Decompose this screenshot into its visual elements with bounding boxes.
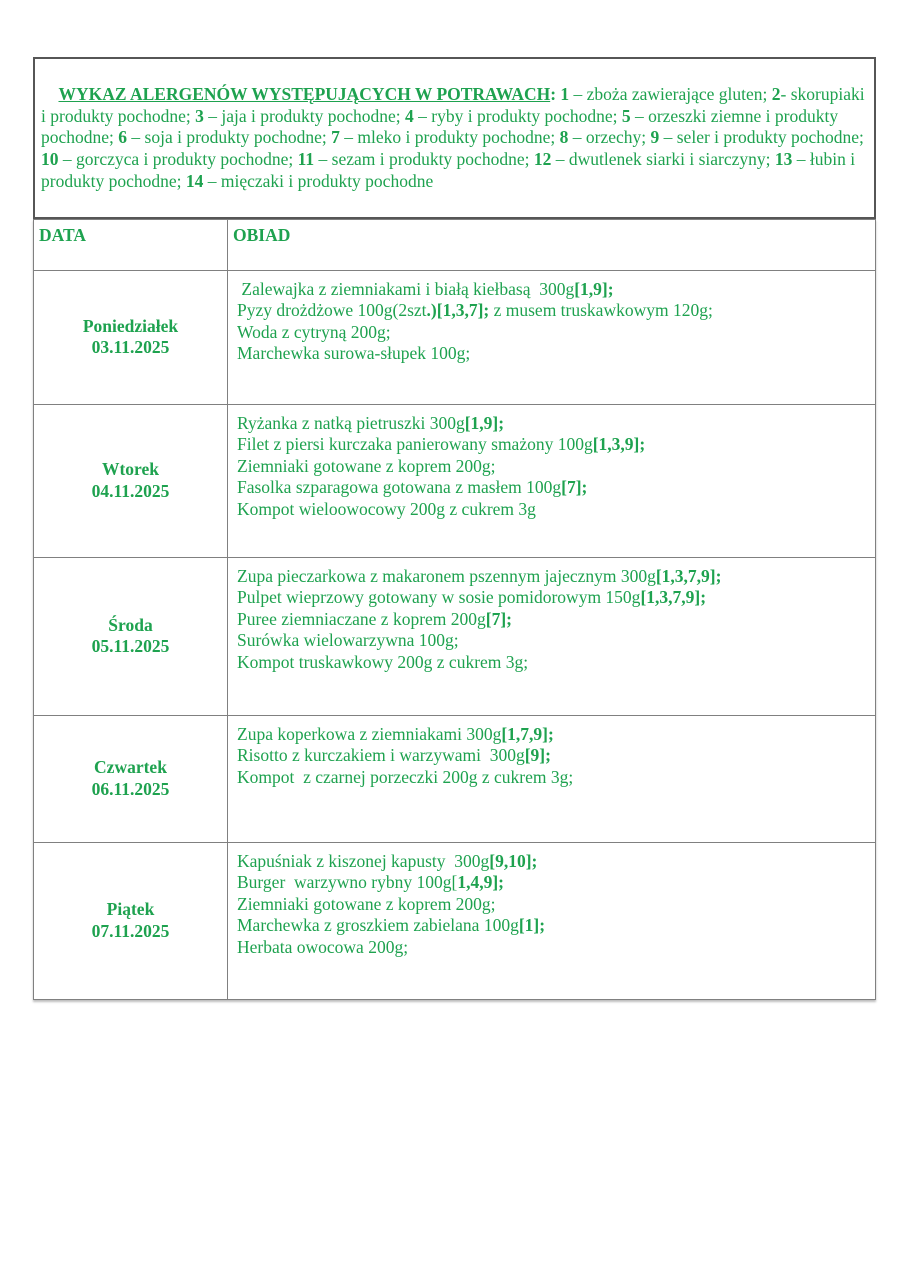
meal-line [237,630,869,652]
meal-line [237,937,869,959]
meal-cell [228,270,876,404]
text-segment: 1 [560,83,570,104]
text-segment: - skorupiaki i produkty pochodne; [41,83,869,126]
text-segment: 5 [621,105,631,126]
text-segment: Ryżanka z natką pietruszki 300g [237,412,465,433]
menu-row-1 [34,404,876,557]
text-segment: 1,4,9]; [457,872,504,893]
text-segment: Kompot wieloowocowy 200g z cukrem 3g [237,498,536,519]
text-segment: Kapuśniak z kiszonej kapusty 300g [237,850,490,871]
text-segment: Zalewajka z ziemniakami i białą kiełbasą 300g [237,278,575,299]
day-name: Poniedziałek [82,315,179,336]
column-header-data: DATA [34,219,228,270]
meal-line [237,652,869,674]
text-segment: [1]; [518,915,546,936]
day-date: 05.11.2025 [91,636,170,657]
meal-cell [228,404,876,557]
text-segment: 6 [118,127,128,148]
text-segment: z musem truskawkowym 120g; [489,300,713,321]
day-date: 03.11.2025 [91,337,170,358]
text-segment: Puree ziemniaczane z koprem 200g [237,608,486,629]
text-segment: Burger warzywno rybny 100g[ [237,872,458,893]
meal-line [237,322,869,344]
text-segment: 10 [41,149,59,170]
text-segment: – orzeszki ziemne i produkty pochodne; [41,105,843,148]
text-segment: 12 [533,149,552,170]
meal-cell [228,557,876,715]
text-segment: : [550,83,561,104]
meal-line [237,724,869,746]
menu-table [33,219,876,1000]
menu-row-2 [34,557,876,715]
text-segment: [1,9]; [464,412,505,433]
text-segment: 11 [297,149,315,170]
text-segment: [9]; [524,745,551,766]
text-segment: [7]; [485,608,513,629]
meal-line [237,587,869,609]
meal-line [237,300,869,322]
meal-cell [228,715,876,842]
text-segment: Ziemniaki gotowane z koprem 200g; [237,893,496,914]
text-segment: WYKAZ ALERGENÓW WYSTĘPUJĄCYCH W POTRAWACH [58,83,551,104]
meal-line [237,434,869,456]
text-segment: .)[1,3,7]; [426,300,490,321]
meal-line [237,413,869,435]
text-segment: [1,3,7,9]; [640,587,707,608]
day-name: Czwartek [94,757,167,778]
menu-document [33,57,876,1000]
text-segment: [1,9]; [574,278,614,299]
meal-line [237,566,869,588]
allergen-notice [33,57,876,219]
text-segment: – ryby i produkty pochodne; [413,105,622,126]
day-date: 04.11.2025 [91,480,170,501]
text-segment: 7 [331,127,340,148]
text-segment: Zupa koperkowa z ziemniakami 300g [237,723,502,744]
text-segment: Pulpet wieprzowy gotowany w sosie pomidorowym 150g [237,587,641,608]
allergen-notice-text [41,84,869,191]
text-segment: [9,10]; [489,850,538,871]
text-segment: – zboża zawierające gluten; [569,83,772,104]
text-segment: 2 [771,83,781,104]
text-segment: Surówka wielowarzywna 100g; [237,630,459,651]
text-segment: 3 [195,105,204,126]
menu-table-header [34,219,876,270]
meal-line [237,872,869,894]
text-segment: Marchewka z groszkiem zabielana 100g [237,915,519,936]
menu-table-body [34,270,876,999]
column-header-obiad: OBIAD [228,219,876,270]
meal-line [237,745,869,767]
text-segment: Kompot z czarnej porzeczki 200g z cukrem 3g; [237,766,574,787]
day-name: Piątek [106,899,155,920]
day-cell [34,715,228,842]
day-date: 07.11.2025 [91,920,170,941]
text-segment: Marchewka surowa-słupek 100g; [237,343,471,364]
meal-line [237,343,869,365]
text-segment: – seler i produkty pochodne; [659,127,869,148]
text-segment: Herbata owocowa 200g; [237,936,409,957]
meal-line [237,851,869,873]
text-segment: Risotto z kurczakiem i warzywami 300g [237,745,525,766]
day-date: 06.11.2025 [91,778,170,799]
text-segment: – soja i produkty pochodne; [127,127,332,148]
menu-row-0 [34,270,876,404]
meal-line [237,456,869,478]
text-segment: – dwutlenek siarki i siarczyny; [551,149,775,170]
text-segment: 14 [185,170,204,191]
text-segment: 4 [405,105,414,126]
meal-line [237,767,869,789]
text-segment: Ziemniaki gotowane z koprem 200g; [237,455,496,476]
meal-line [237,499,869,521]
text-segment: Fasolka szparagowa gotowana z masłem 100g [237,477,562,498]
text-segment: [1,7,9]; [501,723,554,744]
text-segment: – gorczyca i produkty pochodne; [58,149,298,170]
text-segment: – jaja i produkty pochodne; [203,105,406,126]
text-segment: Pyzy drożdżowe 100g(2szt [237,300,427,321]
text-segment: Woda z cytryną 200g; [237,321,391,342]
text-segment: [7]; [561,477,588,498]
text-segment: – sezam i produkty pochodne; [314,149,534,170]
meal-line [237,894,869,916]
header-row [34,219,876,270]
meal-cell [228,842,876,999]
text-segment: Kompot truskawkowy 200g z cukrem 3g; [237,651,529,672]
meal-line [237,279,869,301]
day-cell [34,842,228,999]
text-segment: – łubin i produkty pochodne; [41,149,860,191]
menu-row-4 [34,842,876,999]
day-cell [34,557,228,715]
day-name: Wtorek [101,459,160,480]
meal-line [237,609,869,631]
day-cell [34,270,228,404]
text-segment: [1,3,7,9]; [655,565,722,586]
menu-row-3 [34,715,876,842]
text-segment: – orzechy; [568,127,651,148]
day-cell [34,404,228,557]
text-segment: 13 [774,149,793,170]
day-name: Środa [108,614,153,635]
text-segment: 8 [559,127,569,148]
text-segment: – mleko i produkty pochodne; [339,127,560,148]
meal-line [237,915,869,937]
text-segment: [1,3,9]; [592,434,646,455]
meal-line [237,477,869,499]
text-segment: Zupa pieczarkowa z makaronem pszennym jajecznym 300g [237,565,656,586]
text-segment: – mięczaki i produkty pochodne [203,170,434,191]
text-segment: 9 [650,127,660,148]
text-segment: Filet z piersi kurczaka panierowany smażony 100g [237,434,593,455]
